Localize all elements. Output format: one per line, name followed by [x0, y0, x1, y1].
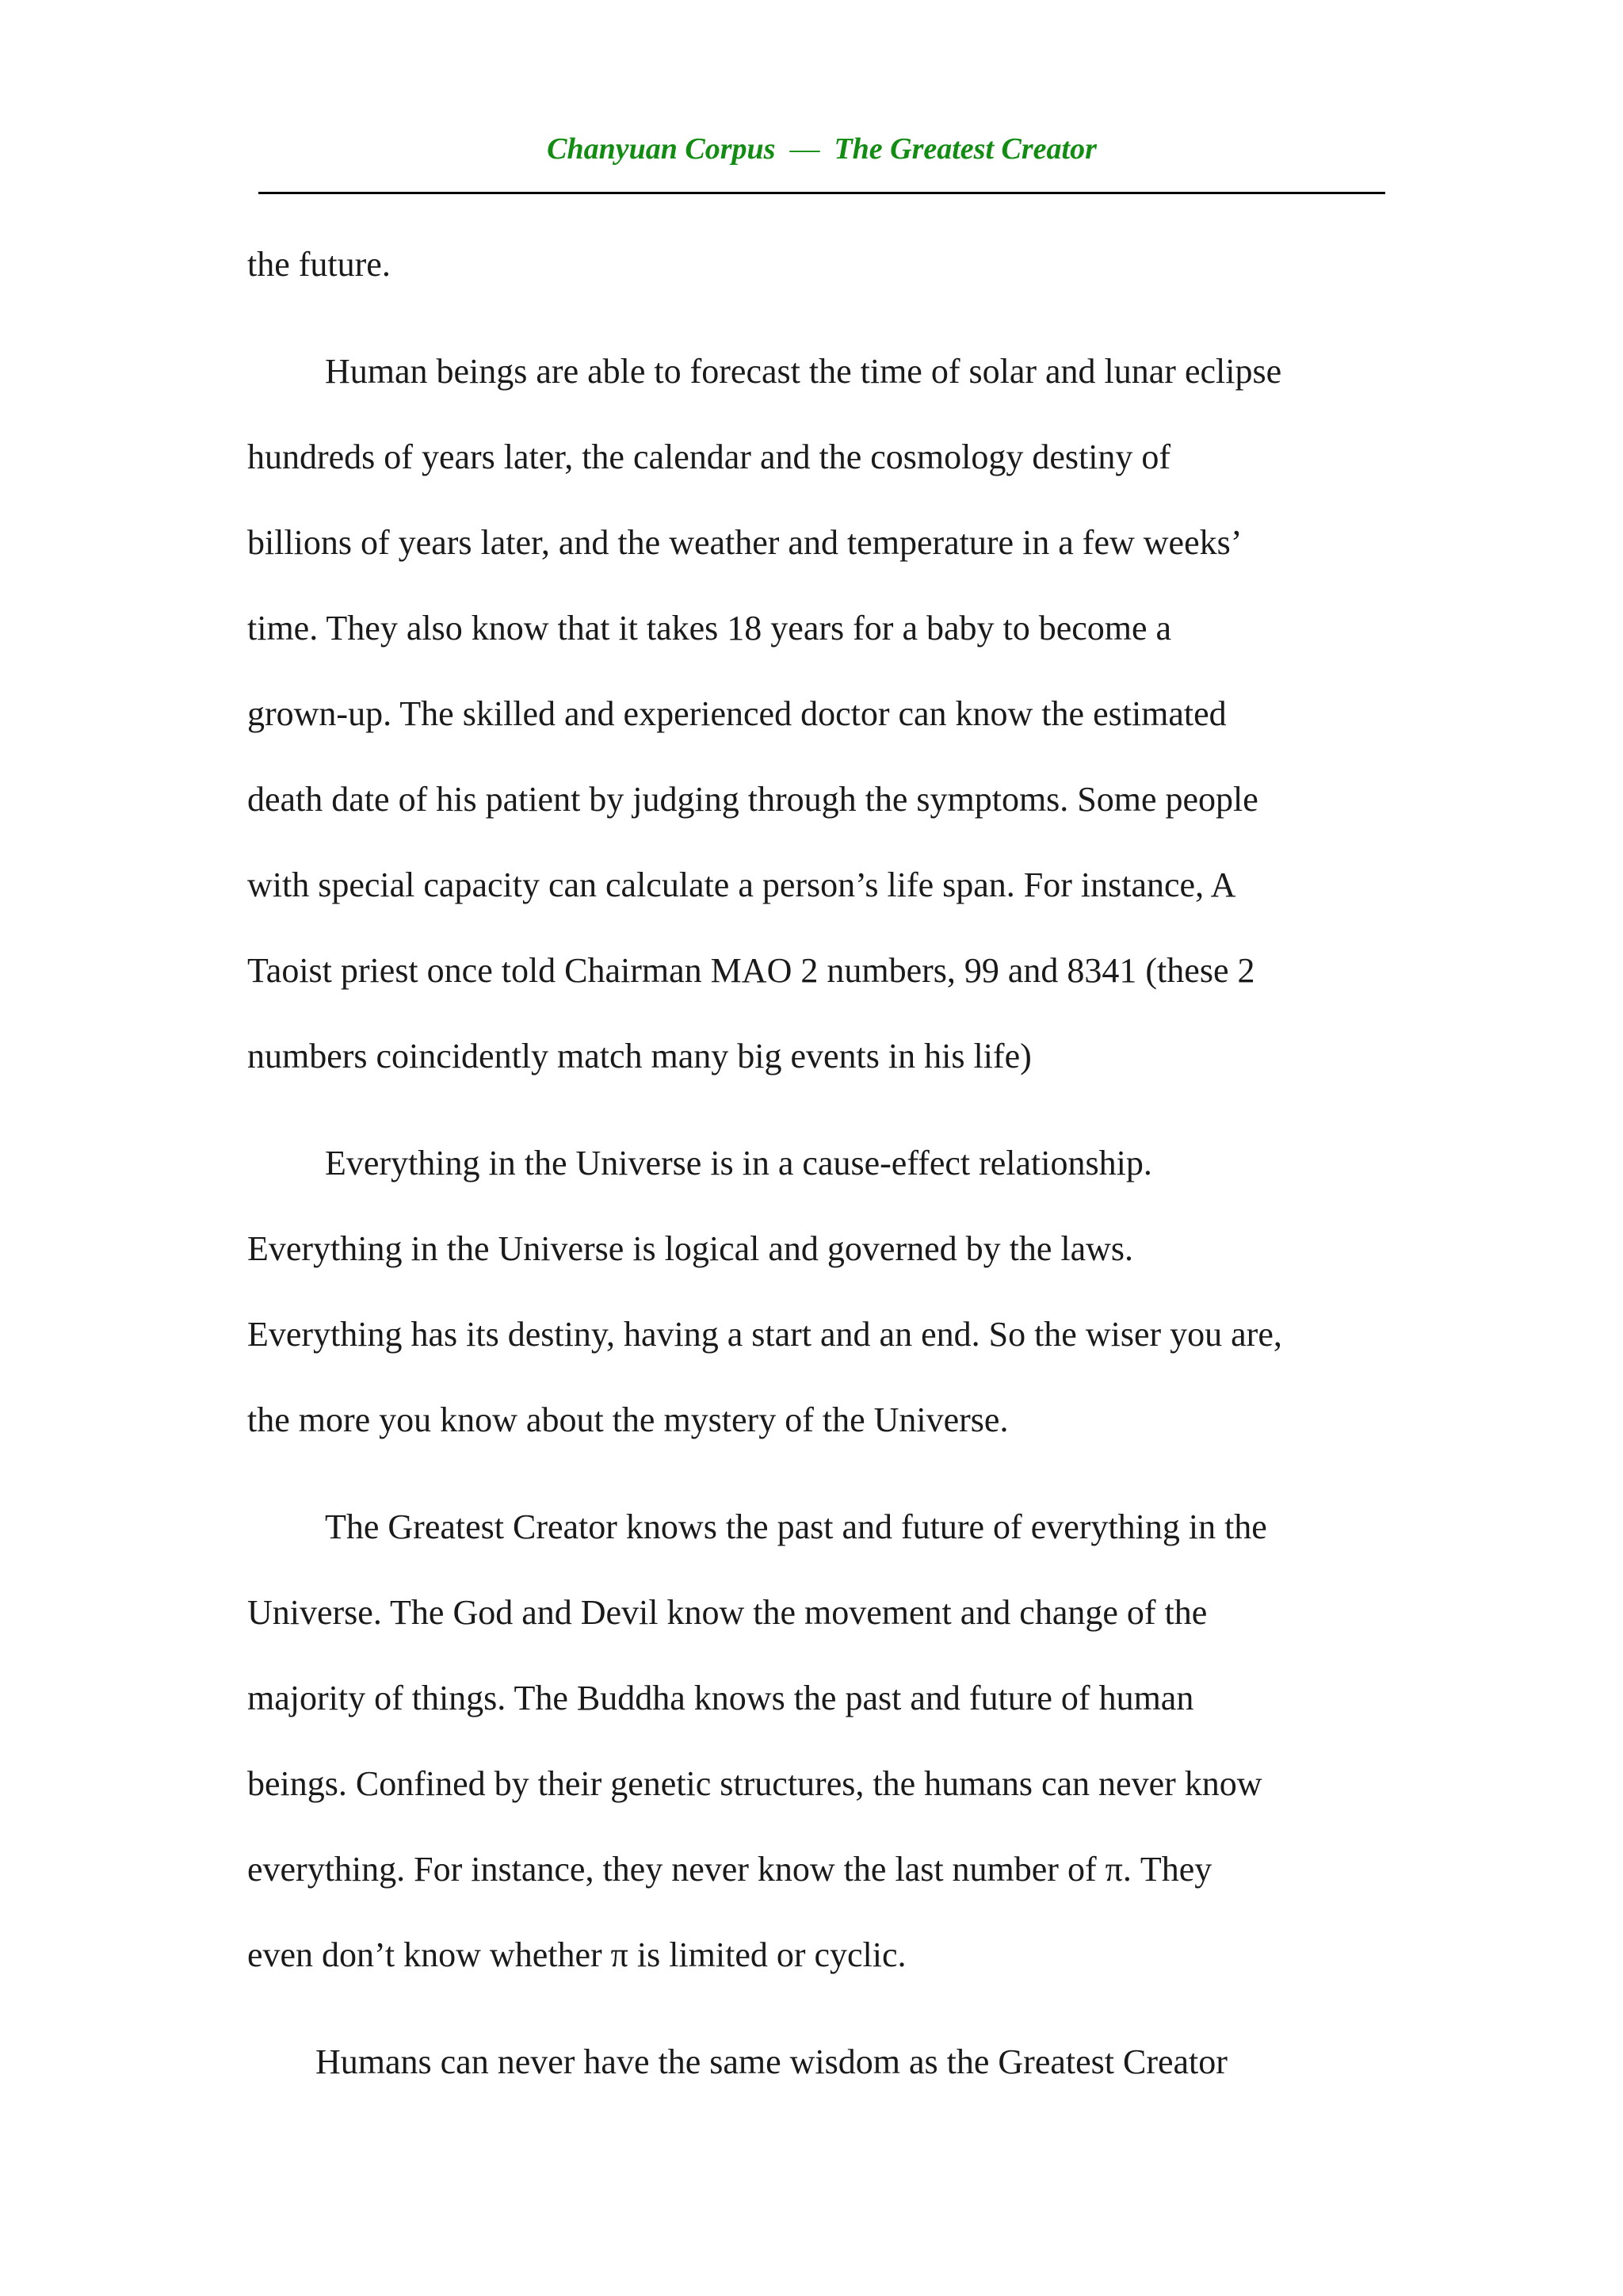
text-line: even don’t know whether π is limited or cyclic. [247, 1935, 907, 1974]
paragraph-3 [247, 1137, 1398, 1500]
text-line: Taoist priest once told Chairman MAO 2 numbers, 99 and 8341 (these 2 [247, 951, 1255, 990]
text-line: majority of things. The Buddha knows the past and future of human [247, 1679, 1194, 1717]
text-line: grown-up. The skilled and experienced doctor can know the estimated [247, 694, 1227, 733]
text-line: Human beings are able to forecast the time of solar and lunar eclipse [325, 352, 1282, 391]
header-corpus-title: Chanyuan Corpus [547, 132, 776, 166]
text-line: Everything in the Universe is logical and governed by the laws. [247, 1229, 1134, 1268]
text-line: beings. Confined by their genetic structures, the humans can never know [247, 1764, 1262, 1803]
text-line: numbers coincidently match many big events in his life) [247, 1037, 1032, 1075]
text-line: billions of years later, and the weather and temperature in a few weeks’ [247, 523, 1243, 562]
paragraph-5 [247, 2035, 1398, 2121]
running-header [258, 127, 1385, 171]
text-line: the more you know about the mystery of the Universe. [247, 1400, 1009, 1439]
text-line: The Greatest Creator knows the past and future of everything in the [325, 1507, 1267, 1546]
header-book-title: The Greatest Creator [834, 132, 1097, 166]
header-separator: — [789, 132, 820, 166]
text-line: Humans can never have the same wisdom as the Greatest Creator [315, 2042, 1228, 2081]
text-line: Everything in the Universe is in a cause-effect relationship. [325, 1144, 1152, 1182]
text-line: with special capacity can calculate a person’s life span. For instance, A [247, 865, 1236, 904]
text-line: everything. For instance, they never know the last number of π. They [247, 1850, 1212, 1889]
text-line: Everything has its destiny, having a start and an end. So the wiser you are, [247, 1315, 1282, 1354]
text-line: death date of his patient by judging through the symptoms. Some people [247, 780, 1258, 819]
text-line: time. They also know that it takes 18 years for a baby to become a [247, 609, 1172, 648]
text-line: Universe. The God and Devil know the movement and change of the [247, 1593, 1208, 1632]
paragraph-4 [247, 1500, 1398, 2035]
paragraph-1 [247, 238, 1398, 345]
paragraph-2 [247, 345, 1398, 1137]
text-line: hundreds of years later, the calendar and the cosmology destiny of [247, 437, 1171, 476]
header-rule [258, 192, 1385, 194]
text-line: the future. [247, 245, 391, 284]
body-text [247, 238, 1398, 2121]
